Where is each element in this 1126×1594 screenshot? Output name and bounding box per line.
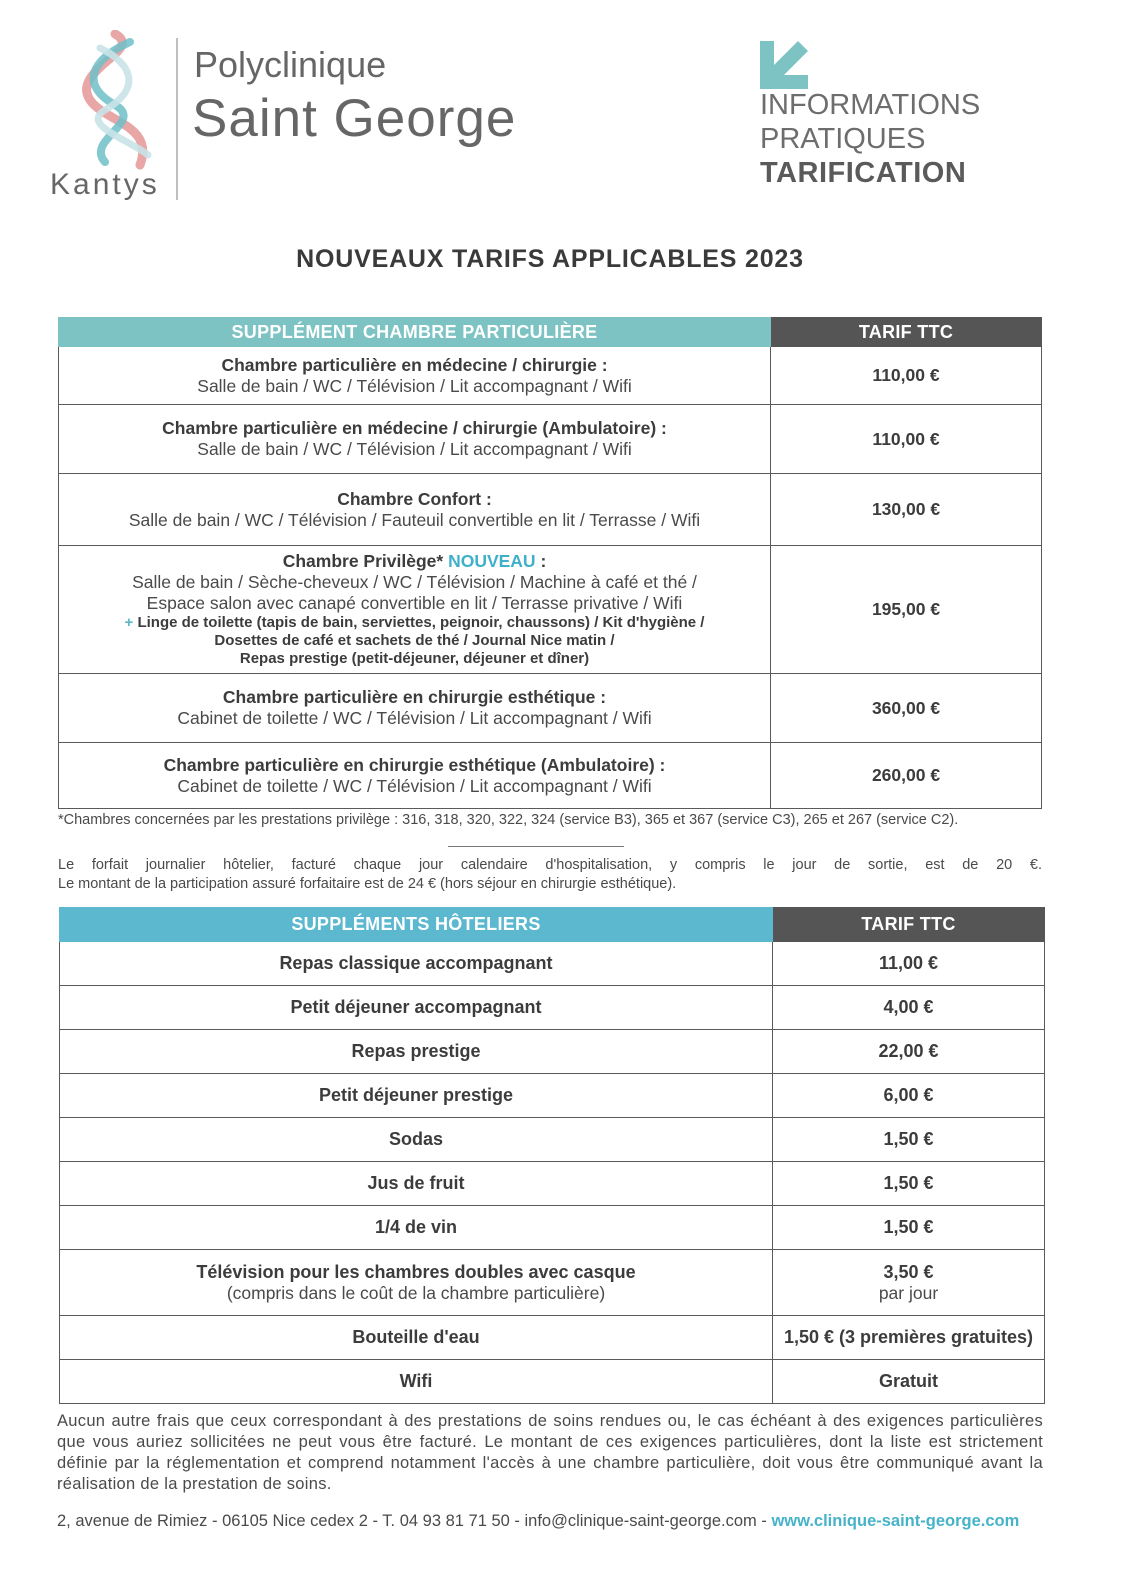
forfait-line-2: Le montant de la participation assuré forfaitaire est de 24 € (hors séjour en chirurgie esthétique).	[58, 876, 677, 892]
room-title: Chambre particulière en chirurgie esthétique (Ambulatoire) :	[163, 754, 666, 775]
clinic-logo	[44, 30, 184, 210]
supplement-price: 1,50 €	[773, 1162, 1045, 1206]
plus-icon: +	[124, 614, 134, 631]
room-description	[59, 474, 771, 546]
room-title: Chambre particulière en chirurgie esthétique :	[222, 687, 607, 707]
room-price: 360,00 €	[771, 674, 1042, 743]
room-title-text: Chambre Privilège*	[282, 551, 444, 571]
table-header-row	[60, 908, 1045, 942]
arrow-down-left-icon	[760, 41, 808, 89]
supplement-label: Télévision pour les chambres doubles avec casque	[196, 1261, 636, 1282]
new-badge: NOUVEAU	[448, 551, 536, 571]
table-row	[59, 674, 1042, 743]
brand-name-top: Polyclinique	[194, 44, 387, 85]
table-row	[60, 986, 1045, 1030]
room-supplement-table	[58, 317, 1042, 809]
info-line-2: PRATIQUES	[760, 123, 926, 155]
room-title	[65, 551, 764, 572]
supplement-label: Sodas	[60, 1118, 773, 1162]
supplement-price: 11,00 €	[773, 942, 1045, 986]
room-extras-line: Dosettes de café et sachets de thé / Journal Nice matin /	[214, 632, 615, 649]
table-row	[60, 1074, 1045, 1118]
column-header-description: SUPPLÉMENTS HÔTELIERS	[60, 908, 773, 942]
column-header-price: TARIF TTC	[773, 908, 1045, 942]
supplement-price: Gratuit	[773, 1360, 1045, 1404]
footer-address	[57, 1512, 1019, 1531]
brand-name-main: Saint George	[192, 89, 517, 148]
room-extras-line: Repas prestige (petit-déjeuner, déjeuner et dîner)	[239, 650, 590, 667]
supplement-label: Wifi	[60, 1360, 773, 1404]
supplement-label: Repas prestige	[60, 1030, 773, 1074]
room-title: Chambre Confort :	[337, 488, 492, 509]
logo-text: Kantys	[50, 168, 160, 201]
room-price: 110,00 €	[771, 347, 1042, 405]
table-row	[59, 347, 1042, 405]
info-line-1: INFORMATIONS	[760, 89, 981, 121]
supplement-price: 4,00 €	[773, 986, 1045, 1030]
forfait-paragraph	[58, 856, 1042, 894]
room-amenities: Cabinet de toilette / WC / Télévision / Lit accompagnant / Wifi	[177, 708, 652, 728]
supplement-label: 1/4 de vin	[60, 1206, 773, 1250]
supplement-price: 1,50 €	[773, 1118, 1045, 1162]
table-row	[60, 942, 1045, 986]
section-divider	[448, 846, 624, 847]
room-extras-line: Linge de toilette (tapis de bain, serviettes, peignoir, chaussons) / Kit d'hygiène /	[137, 614, 705, 631]
room-amenities: Salle de bain / WC / Télévision / Lit accompagnant / Wifi	[197, 375, 632, 396]
supplement-label: Petit déjeuner accompagnant	[60, 986, 773, 1030]
dna-helix-icon	[60, 30, 160, 170]
supplement-price: 1,50 €	[773, 1206, 1045, 1250]
page-title: NOUVEAUX TARIFS APPLICABLES 2023	[296, 245, 804, 273]
room-amenities: Cabinet de toilette / WC / Télévision / Lit accompagnant / Wifi	[177, 775, 652, 796]
room-extras	[65, 614, 764, 632]
room-amenities: Salle de bain / WC / Télévision / Lit accompagnant / Wifi	[197, 439, 632, 459]
brand-divider	[176, 38, 178, 200]
table-row	[60, 1250, 1045, 1316]
table-row	[60, 1162, 1045, 1206]
supplement-label: Petit déjeuner prestige	[60, 1074, 773, 1118]
table-row	[60, 1360, 1045, 1404]
supplement-description	[60, 1250, 773, 1316]
forfait-line-1: Le forfait journalier hôtelier, facturé chaque jour calendaire d'hospitalisation, y compris le jour de sortie, est de 20 €.	[58, 857, 1042, 873]
supplement-label: Repas classique accompagnant	[60, 942, 773, 986]
info-block	[760, 88, 980, 190]
room-title: Chambre particulière en médecine / chirurgie (Ambulatoire) :	[162, 418, 667, 438]
table-row	[60, 1316, 1045, 1360]
website-link[interactable]: www.clinique-saint-george.com	[771, 1512, 1020, 1530]
table-row	[59, 405, 1042, 474]
room-description	[59, 743, 771, 809]
room-amenities: Salle de bain / WC / Télévision / Fauteuil convertible en lit / Terrasse / Wifi	[128, 509, 701, 530]
table-row	[59, 743, 1042, 809]
room-amenities: Salle de bain / Sèche-cheveux / WC / Télévision / Machine à café et thé /	[132, 572, 697, 592]
supplement-price: 1,50 € (3 premières gratuites)	[773, 1316, 1045, 1360]
room-price: 110,00 €	[771, 405, 1042, 474]
room-description	[59, 347, 771, 405]
room-title: Chambre particulière en médecine / chirurgie :	[221, 354, 608, 375]
room-description	[59, 546, 771, 674]
table-row	[60, 1118, 1045, 1162]
supplement-price-unit: par jour	[878, 1282, 939, 1303]
room-amenities: Espace salon avec canapé convertible en lit / Terrasse privative / Wifi	[146, 593, 683, 613]
supplement-price-cell	[773, 1250, 1045, 1316]
supplement-label: Jus de fruit	[60, 1162, 773, 1206]
disclaimer-paragraph: Aucun autre frais que ceux correspondant à des prestations de soins rendues ou, le cas échéant à des exigences particulières que vous auriez sollicitées ne peut vous être facturé. Le montant de ces exigences particulières, dont la liste est strictement définie par la réglementation et comprend notamment l'accès à une chambre particulière, doit vous être communiqué avant la réalisation de la prestation de soins.	[57, 1412, 1043, 1493]
privilege-footnote: *Chambres concernées par les prestations privilège : 316, 318, 320, 322, 324 (service B3), 365 et 367 (service C3), 265 et 267 (service C2).	[58, 812, 959, 828]
table-row	[59, 474, 1042, 546]
table-row	[60, 1206, 1045, 1250]
room-title-colon: :	[540, 551, 547, 571]
table-row	[59, 546, 1042, 674]
supplement-note: (compris dans le coût de la chambre particulière)	[226, 1282, 606, 1303]
address-text: 2, avenue de Rimiez - 06105 Nice cedex 2 - T. 04 93 81 71 50 - info@clinique-saint-george.com -	[57, 1512, 772, 1530]
room-price: 130,00 €	[771, 474, 1042, 546]
supplement-price: 3,50 €	[883, 1261, 934, 1282]
column-header-price: TARIF TTC	[771, 318, 1042, 347]
room-description	[59, 674, 771, 743]
table-header-row	[59, 318, 1042, 347]
room-description	[59, 405, 771, 474]
hotel-supplement-table	[59, 907, 1045, 1404]
room-price: 195,00 €	[771, 546, 1042, 674]
supplement-price: 22,00 €	[773, 1030, 1045, 1074]
info-line-3: TARIFICATION	[760, 157, 967, 189]
room-price: 260,00 €	[771, 743, 1042, 809]
table-row	[60, 1030, 1045, 1074]
supplement-label: Bouteille d'eau	[60, 1316, 773, 1360]
column-header-description: SUPPLÉMENT CHAMBRE PARTICULIÈRE	[59, 318, 771, 347]
supplement-price: 6,00 €	[773, 1074, 1045, 1118]
